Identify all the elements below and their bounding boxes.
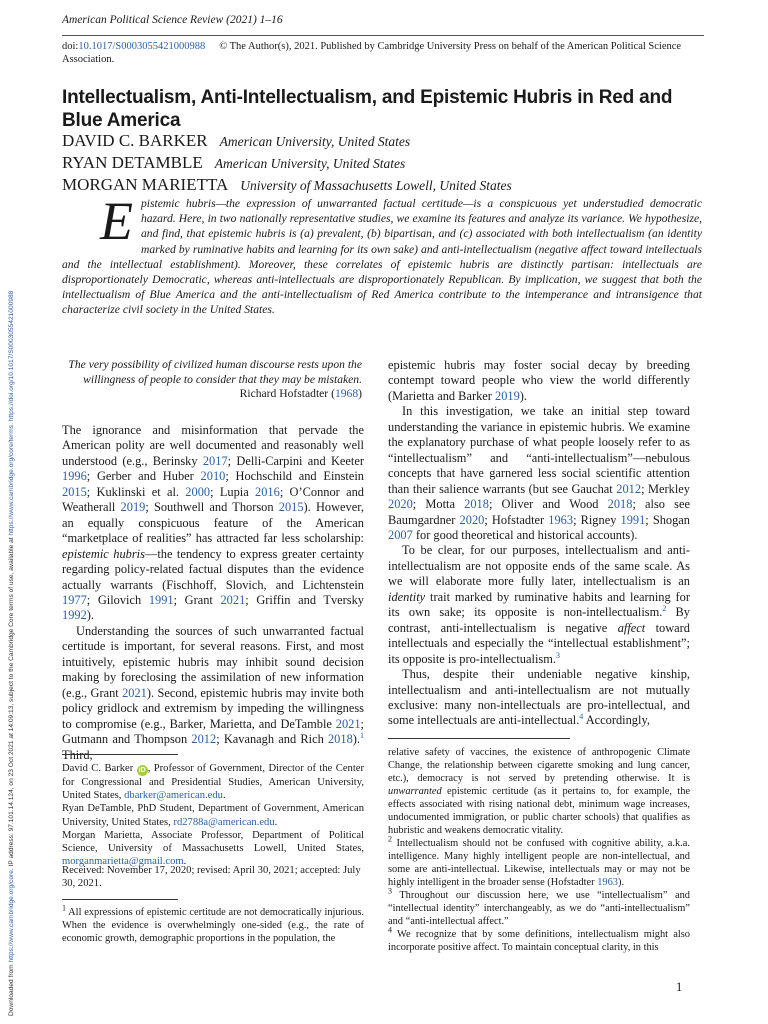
footnote-ref[interactable]: 2: [662, 604, 667, 614]
footnote-ref[interactable]: 3: [555, 650, 560, 660]
citation-link[interactable]: 1963: [548, 512, 574, 527]
footnote-ref[interactable]: 1: [360, 730, 364, 740]
citation-link[interactable]: 2021: [220, 592, 246, 607]
footnote: $^2$ Intellectualism should not be confused with cognitive ability, a.k.a. intelligence. Many highly intelligent people are non-intellectual, and some are anti-intellectual. Likewise, intellectuals may or may not be highly intelligent in the broader sense (Hofstadter 1963).: [388, 834, 690, 888]
citation-link[interactable]: 2000: [185, 484, 211, 499]
author-name: MORGAN MARIETTA: [62, 175, 229, 194]
citation-link[interactable]: 1991: [620, 512, 646, 527]
author-line: [62, 153, 405, 173]
footnote: $^1$ All expressions of epistemic certitude are not democratically injurious. When the evidence is overwhelmingly one-sided (e.g., the rate of economic growth, demographic proportions in the population, the: [62, 903, 364, 944]
received-dates: Received: November 17, 2020; revised: April 30, 2021; accepted: July 30, 2021.: [62, 865, 361, 890]
copyright-notice: © The Author(s), 2021. Published by Cambridge University Press on behalf of the American Political Science Association.: [62, 41, 682, 65]
drop-cap: E: [100, 191, 133, 251]
doi-prefix: doi:: [62, 41, 79, 52]
doi-link[interactable]: 10.1017/S0003055421000988: [78, 41, 206, 52]
citation-link[interactable]: 2019: [120, 500, 146, 515]
page-number: 1: [676, 980, 683, 994]
author-affiliation: American University, United States: [214, 156, 406, 171]
author-affiliation: University of Massachusetts Lowell, United States: [240, 178, 512, 193]
article-title: Intellectualism, Anti-Intellectualism, and Epistemic Hubris in Red and Blue America: [62, 87, 673, 131]
abstract: [62, 191, 702, 318]
citation-link[interactable]: 2015: [62, 484, 87, 499]
body-paragraph: To be clear, for our purposes, intellectualism and anti-intellectualism are not opposite ends of the same scale. As we will elaborate more fully later, intellectualism is an identity trait marked by ruminative habits and learning for its own sake; its opposite is non-intellectualism.$^2$ By contrast, anti-intellectualism is negative affect toward intellectuals and especially the “intellectual establishment”; its opposite is pro-intellectualism.$^3$: [388, 543, 690, 666]
orcid-icon[interactable]: iD: [138, 767, 146, 774]
footnote-rule: [62, 754, 178, 755]
author-affiliation: American University, United States: [219, 134, 411, 149]
citation-link[interactable]: 2012: [616, 481, 642, 496]
citation-link[interactable]: 1977: [62, 592, 87, 607]
download-notice: Downloaded from https://www.cambridge.org/core. IP address: 97.101.14.124, on 23 Oct 2021 at 14:09:13, subject to the Cambridge Core terms of use, available at https://www.cambridge.org/core/terms. https://doi.org/10.1017/S0003055421000988: [8, 290, 15, 1016]
footnote: relative safety of vaccines, the existence of anthropogenic Climate Change, the relationship between cigarette smoking and lung cancer, etc.), democracy is not served by pretending otherwise. It is unwarranted epistemic certitude (as it pertains to, for example, the effects associated with rising national debt, minimum wage increases, undocumented immigration, or public charter schools) that qualifies as hubristic and weakens democratic vitality.: [388, 747, 690, 836]
citation-link[interactable]: 2019: [495, 388, 520, 403]
citation-link[interactable]: 2021: [122, 685, 147, 700]
body-paragraph: In this investigation, we take an initial step toward understanding the variance in epistemic hubris. We examine the explanatory purchase of what people loosely refer to as “intellectualism” and “anti-intellectualism”—nebulous concepts that have garnered less social scientific attention than their salience warrants (but see Gauchat 2012; Merkley 2020; Motta 2018; Oliver and Wood 2018; also see Baumgardner 2020; Hofstadter 1963; Rigney 1991; Shogan 2007 for good theoretical and historical accounts).: [388, 404, 690, 542]
author-note: David C. Barker iD , Professor of Government, Director of the Center for Congressional and Presidential Studies, American University, United States, dbarker@american.edu.: [62, 763, 364, 802]
citation-link[interactable]: 2015: [278, 500, 304, 515]
email-link[interactable]: rd2788a@american.edu: [173, 816, 275, 828]
footnote-rule: [388, 738, 570, 739]
doi-link[interactable]: https://doi.org/10.1017/S0003055421000988: [8, 290, 15, 422]
epigraph-quote: The very possibility of civilized human discourse rests upon the willingness of people to consider that they may be mistaken.: [68, 358, 362, 386]
citation-link[interactable]: 2018: [327, 732, 353, 747]
author-name: RYAN DETAMBLE: [62, 153, 203, 172]
epigraph: [62, 358, 362, 402]
body-right-column: [388, 358, 690, 729]
footnote: $^3$ Throughout our discussion here, we use “intellectualism” and “intellectual identity” interchangeably, as we do “anti-intellectualism” and “anti-intellectual affect.”: [388, 886, 690, 927]
citation-link[interactable]: 2018: [607, 497, 633, 512]
body-left-column: [62, 423, 364, 763]
citation-link[interactable]: 2018: [464, 497, 489, 512]
citation-link[interactable]: 1963: [597, 877, 618, 888]
author-line: [62, 131, 410, 151]
author-note: Morgan Marietta, Associate Professor, Department of Political Science, University of Massachusetts Lowell, United States, morganmarietta@gmail.com.: [62, 829, 364, 868]
body-paragraph: The ignorance and misinformation that pervade the American polity are well documented and reasonably well understood (e.g., Berinsky 2017; Delli-Carpini and Keeter 1996; Gerber and Huber 2010; Hochschild and Einstein 2015; Kuklinski et al. 2000; Lupia 2016; O’Connor and Weatherall 2019; Southwell and Thorson 2015). However, an equally conspicuous feature of the American “marketplace of realities” has attracted far less scholarship: epistemic hubris—the tendency to express greater certainty regarding policy-related factual disputes than the evidence actually warrants (Fischhoff, Slovich, and Lichtenstein 1977; Gilovich 1991; Grant 2021; Griffin and Tversky 1992).: [62, 423, 364, 623]
footnotes-right: [388, 746, 690, 954]
citation-link[interactable]: 2021: [335, 716, 361, 731]
footnote: $^4$ We recognize that by some definitions, intellectualism might also incorporate positive affect. To maintain conceptual clarity, in this: [388, 925, 690, 953]
author-name: DAVID C. BARKER: [62, 131, 208, 150]
email-link[interactable]: morganmarietta@gmail.com: [62, 856, 184, 868]
doi-line: [62, 40, 702, 66]
citation-link[interactable]: 1992: [62, 608, 87, 623]
citation-link[interactable]: 2007: [388, 527, 413, 542]
author-notes: [62, 762, 364, 868]
citation-link[interactable]: 2020: [388, 497, 413, 512]
citation-link[interactable]: 2010: [200, 469, 226, 484]
footnote-ref[interactable]: 4: [579, 712, 584, 722]
abstract-text: pistemic hubris—the expression of unwarranted factual certitude—is a conspicuous yet understudied democratic hazard. Here, in two nationally representative studies, we examine its features and analyze its variance. We hypothesize, and find, that epistemic hubris is (a) prevalent, (b) bipartisan, and (c) associated with both intellectualism (an identity marked by ruminative habits and learning for its own sake) and anti-intellectualism (negative affect toward intellectuals and the intellectual establishment). Moreover, these correlates of epistemic hubris are distinctly partisan: intellectuals are disproportionately Democratic, whereas anti-intellectuals are disproportionately Republican. By implication, we suggest that both the intellectualism of Blue America and the anti-intellectualism of Red America contribute to the intemperance and intransigence that characterize civil society in the United States.: [62, 197, 702, 317]
citation-link[interactable]: 2016: [255, 484, 280, 499]
body-paragraph: epistemic hubris may foster social decay by breeding contempt toward people who view the world differently (Marietta and Barker 2019).: [388, 358, 690, 403]
terms-link[interactable]: https://www.cambridge.org/core/terms: [8, 424, 15, 536]
footnotes-left: [62, 903, 364, 945]
citation-link[interactable]: 1991: [148, 592, 174, 607]
footnote-rule: [62, 899, 178, 900]
header-rule: [62, 35, 704, 36]
citation-link[interactable]: 2017: [202, 453, 228, 468]
body-paragraph: Thus, despite their undeniable negative kinship, intellectualism and anti-intellectualism are not mutually exclusive: many non-intellectuals are pro-intellectual, and some intellectuals are anti-intellectual.$^4$ Accordingly,: [388, 667, 690, 728]
citation-link[interactable]: 1996: [62, 469, 87, 484]
cambridge-core-link[interactable]: https://www.cambridge.org/core: [8, 870, 15, 963]
citation-link[interactable]: 2012: [191, 732, 217, 747]
author-note: Ryan DeTamble, PhD Student, Department of Government, American University, United States, rd2788a@american.edu.: [62, 803, 364, 828]
citation-link[interactable]: 2020: [459, 512, 485, 527]
email-link[interactable]: dbarker@american.edu: [124, 790, 223, 802]
body-paragraph: Understanding the sources of such unwarranted factual certitude is important, for several reasons. First, and most intuitively, epistemic hubris may inhibit sound decision making by foreclosing the assimilation of new information (e.g., Grant 2021). Second, epistemic hubris may invite both policy gridlock and extremism by impeding the willingness to compromise (e.g., Barker, Marietta, and DeTamble 2021; Gutmann and Thompson 2012; Kavanagh and Rich 2018).$^1$ Third,: [62, 623, 364, 762]
journal-citation: American Political Science Review (2021) 1–16: [62, 14, 283, 26]
citation-link[interactable]: 1968: [334, 387, 359, 400]
epigraph-attribution: Richard Hofstadter (1968): [239, 387, 362, 400]
